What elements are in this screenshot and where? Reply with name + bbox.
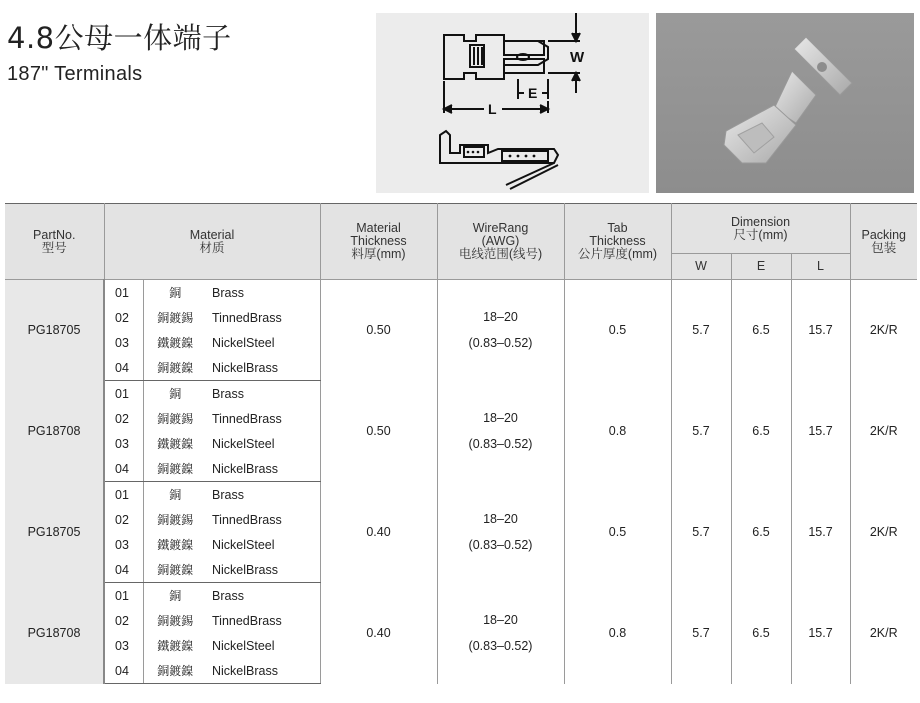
thickness-cell: 0.50	[320, 280, 437, 381]
material-zh: 銅	[169, 488, 182, 502]
table-row	[5, 381, 917, 407]
terminal-technical-drawing	[376, 13, 649, 193]
material-code: 01	[104, 583, 143, 609]
material-en: NickelBrass	[207, 456, 320, 482]
material-zh: 鐵鍍鎳	[157, 538, 194, 552]
header-material: Material 材质	[104, 204, 320, 280]
material-zh: 銅	[169, 589, 182, 603]
packing-cell: 2K/R	[869, 323, 898, 338]
material-code: 03	[104, 330, 143, 355]
tab-thickness-cell: 0.5	[564, 280, 671, 381]
header-dim-l: L	[791, 254, 850, 280]
dimension-e-label: E	[528, 85, 538, 101]
wire-range-cell	[437, 482, 564, 583]
material-code: 02	[104, 305, 143, 330]
material-code: 01	[104, 381, 143, 407]
material-code: 04	[104, 456, 143, 482]
wire-mm: (0.83–0.52)	[468, 639, 533, 653]
header-dim-w: W	[671, 254, 731, 280]
material-zh: 銅鍍鎳	[143, 658, 207, 684]
wire-awg: 18–20	[483, 411, 518, 425]
dim-e-cell: 6.5	[731, 482, 791, 583]
material-zh: 銅鍍錫	[157, 412, 194, 426]
wire-range-cell	[437, 280, 564, 381]
material-zh: 鐵鍍鎳	[157, 437, 194, 451]
table-row	[5, 482, 917, 508]
material-zh: 銅	[169, 286, 182, 300]
material-code: 04	[104, 557, 143, 583]
wire-mm: (0.83–0.52)	[468, 538, 533, 552]
material-code: 03	[104, 633, 143, 658]
material-zh: 鐵鍍鎳	[157, 639, 194, 653]
material-code: 04	[104, 355, 143, 381]
terminal-drawing-svg	[376, 13, 649, 193]
wire-awg: 18–20	[483, 613, 518, 627]
wire-mm: (0.83–0.52)	[468, 437, 533, 451]
wire-awg: 18–20	[483, 310, 518, 325]
header-partno: PartNo. 型号	[5, 204, 104, 280]
material-en: Brass	[207, 583, 320, 609]
dim-w-cell: 5.7	[671, 381, 731, 482]
header-dim-e: E	[731, 254, 791, 280]
thickness-cell: 0.40	[320, 482, 437, 583]
tab-thickness-cell: 0.5	[564, 482, 671, 583]
page-subtitle: 187" Terminals	[7, 63, 143, 85]
dim-l-cell: 15.7	[791, 280, 850, 381]
packing-cell: 2K/R	[869, 626, 898, 640]
dim-e-cell: 6.5	[731, 280, 791, 381]
packing-cell: 2K/R	[869, 525, 898, 539]
partno-cell: PG18708	[5, 381, 104, 482]
material-zh: 鐵鍍鎳	[157, 336, 194, 350]
packing-cell: 2K/R	[869, 424, 898, 438]
table-row	[5, 583, 917, 609]
table-row	[5, 280, 917, 306]
page-title: 4.8公母一体端子	[7, 21, 232, 55]
material-en: Brass	[207, 280, 320, 306]
material-code: 02	[104, 406, 143, 431]
material-zh: 銅鍍錫	[157, 614, 194, 628]
material-code: 02	[104, 608, 143, 633]
material-zh: 銅	[169, 387, 182, 401]
material-code: 03	[104, 431, 143, 456]
wire-range-cell	[437, 381, 564, 482]
thickness-cell: 0.40	[320, 583, 437, 684]
header-wire-range: WireRang (AWG) 电线范围(线号)	[437, 204, 564, 280]
dim-w-cell: 5.7	[671, 280, 731, 381]
material-en: NickelBrass	[207, 557, 320, 583]
dim-l-cell: 15.7	[791, 381, 850, 482]
header-packing: Packing 包装	[850, 204, 917, 280]
material-en: TinnedBrass	[207, 305, 320, 330]
tab-thickness-cell: 0.8	[564, 381, 671, 482]
terminal-product-photo	[656, 13, 914, 193]
material-en: TinnedBrass	[207, 406, 320, 431]
material-zh: 銅鍍鎳	[143, 456, 207, 482]
material-en: NickelSteel	[207, 532, 320, 557]
material-code: 02	[104, 507, 143, 532]
material-zh: 銅鍍錫	[157, 513, 194, 527]
dim-e-cell: 6.5	[731, 381, 791, 482]
dim-w-cell: 5.7	[671, 482, 731, 583]
dimension-l-label: L	[488, 101, 497, 117]
wire-mm: (0.83–0.52)	[468, 336, 533, 351]
material-code: 01	[104, 280, 143, 306]
header-tab-thickness: Tab Thickness 公片厚度(mm)	[564, 204, 671, 280]
material-zh: 銅鍍鎳	[143, 355, 207, 381]
material-code: 04	[104, 658, 143, 684]
terminal-spec-table	[5, 203, 917, 684]
material-code: 01	[104, 482, 143, 508]
header-material-thickness: Material Thickness 料厚(mm)	[320, 204, 437, 280]
material-zh: 銅鍍鎳	[143, 557, 207, 583]
material-en: NickelBrass	[207, 355, 320, 381]
partno-cell: PG18708	[5, 583, 104, 684]
header-dimension: Dimension 尺寸(mm)	[671, 204, 850, 254]
dim-l-cell: 15.7	[791, 583, 850, 684]
wire-awg: 18–20	[483, 512, 518, 526]
material-en: Brass	[207, 381, 320, 407]
material-en: NickelSteel	[207, 633, 320, 658]
dim-l-cell: 15.7	[791, 482, 850, 583]
material-code: 03	[104, 532, 143, 557]
material-en: TinnedBrass	[207, 608, 320, 633]
terminal-photo-svg	[656, 13, 914, 193]
dimension-w-label: W	[570, 49, 585, 66]
thickness-cell: 0.50	[320, 381, 437, 482]
material-en: NickelBrass	[207, 658, 320, 684]
tab-thickness-cell: 0.8	[564, 583, 671, 684]
material-en: Brass	[207, 482, 320, 508]
partno-cell: PG18705	[5, 280, 104, 381]
partno-cell: PG18705	[5, 482, 104, 583]
dim-w-cell: 5.7	[671, 583, 731, 684]
material-zh: 銅鍍錫	[157, 311, 194, 325]
wire-range-cell	[437, 583, 564, 684]
dim-e-cell: 6.5	[731, 583, 791, 684]
material-en: NickelSteel	[207, 431, 320, 456]
material-en: TinnedBrass	[207, 507, 320, 532]
material-en: NickelSteel	[207, 330, 320, 355]
